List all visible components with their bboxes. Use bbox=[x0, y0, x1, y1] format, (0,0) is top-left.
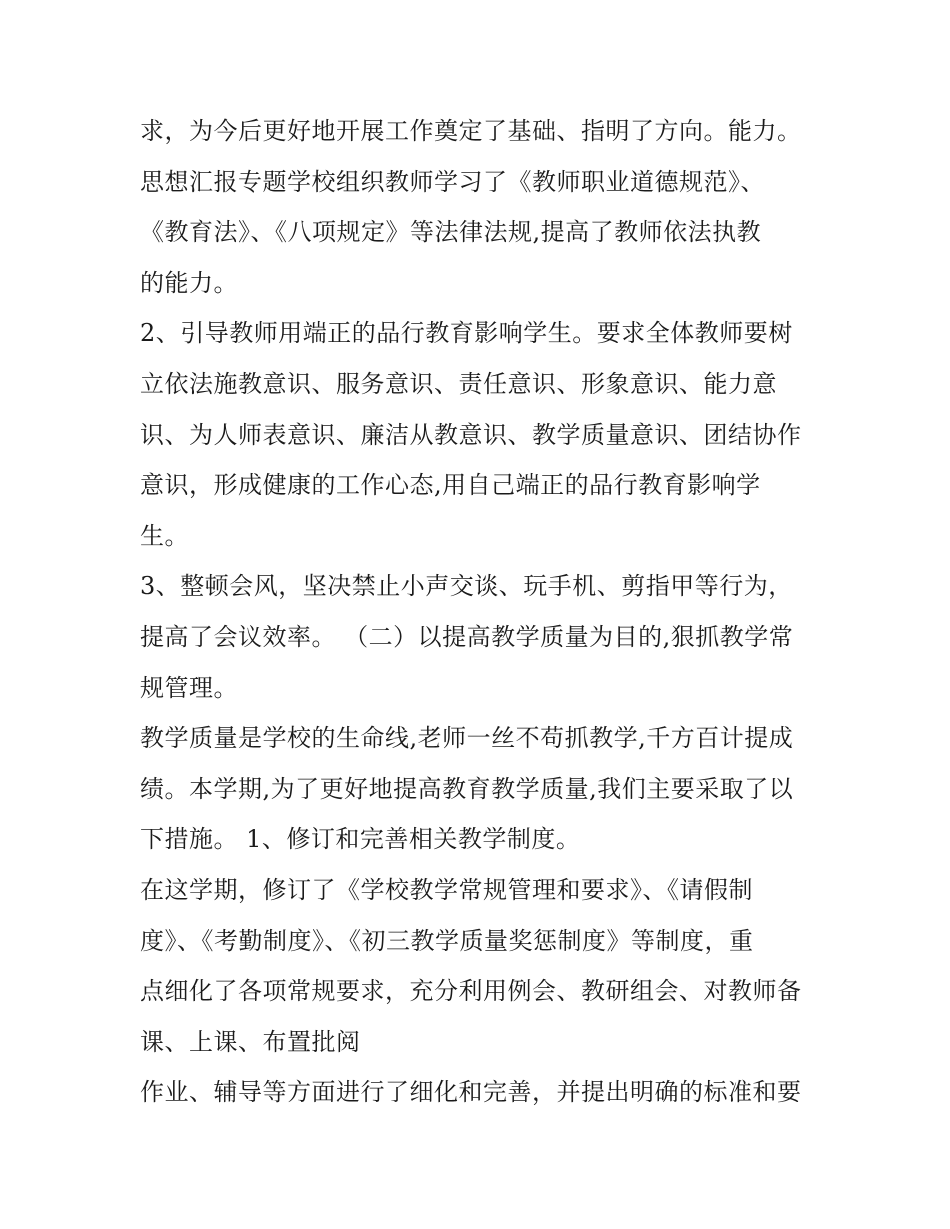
document-body bbox=[140, 106, 820, 1118]
text-line: 求，为今后更好地开展工作奠定了基础、指明了方向。能力。 bbox=[140, 117, 802, 145]
text-line: 度》、《考勤制度》、《初三教学质量奖惩制度》等制度，重 bbox=[140, 926, 754, 955]
text-line: 的能力。 bbox=[140, 268, 238, 297]
text-line: 《教育法》、《八项规定》等法律法规,提高了教师依法执教 bbox=[140, 218, 762, 247]
text-line: 提高了会议效率。 （二）以提高教学质量为目的,狠抓教学常 bbox=[140, 622, 794, 651]
text-line: 3、整顿会风，坚决禁止小声交谈、玩手机、剪指甲等行为， bbox=[140, 572, 793, 601]
text-line: 下措施。 1、修订和完善相关教学制度。 bbox=[140, 825, 581, 854]
text-line: 课、上课、布置批阅 bbox=[140, 1027, 361, 1056]
text-line: 点细化了各项常规要求，充分利用例会、教研组会、对教师备 bbox=[140, 977, 802, 1006]
text-line: 教学质量是学校的生命线,老师一丝不苟抓教学,千方百计提成 bbox=[140, 724, 794, 753]
text-line: 识、为人师表意识、廉洁从教意识、教学质量意识、团结协作 bbox=[140, 420, 802, 449]
text-line: 绩。本学期,为了更好地提高教育教学质量,我们主要采取了以 bbox=[140, 774, 794, 803]
text-line: 立依法施教意识、服务意识、责任意识、形象意识、能力意 bbox=[140, 369, 777, 398]
text-line: 意识，形成健康的工作心态,用自己端正的品行教育影响学 bbox=[140, 471, 761, 500]
text-line: 规管理。 bbox=[140, 673, 238, 702]
text-line: 生。 bbox=[140, 521, 189, 550]
text-line: 2、引导教师用端正的品行教育影响学生。要求全体教师要树 bbox=[140, 319, 793, 348]
text-line: 在这学期，修订了《学校教学常规管理和要求》、《请假制 bbox=[140, 875, 753, 904]
text-line: 思想汇报专题学校组织教师学习了《教师职业道德规范》、 bbox=[140, 167, 765, 196]
text-line: 作业、辅导等方面进行了细化和完善，并提出明确的标准和要 bbox=[140, 1078, 802, 1107]
